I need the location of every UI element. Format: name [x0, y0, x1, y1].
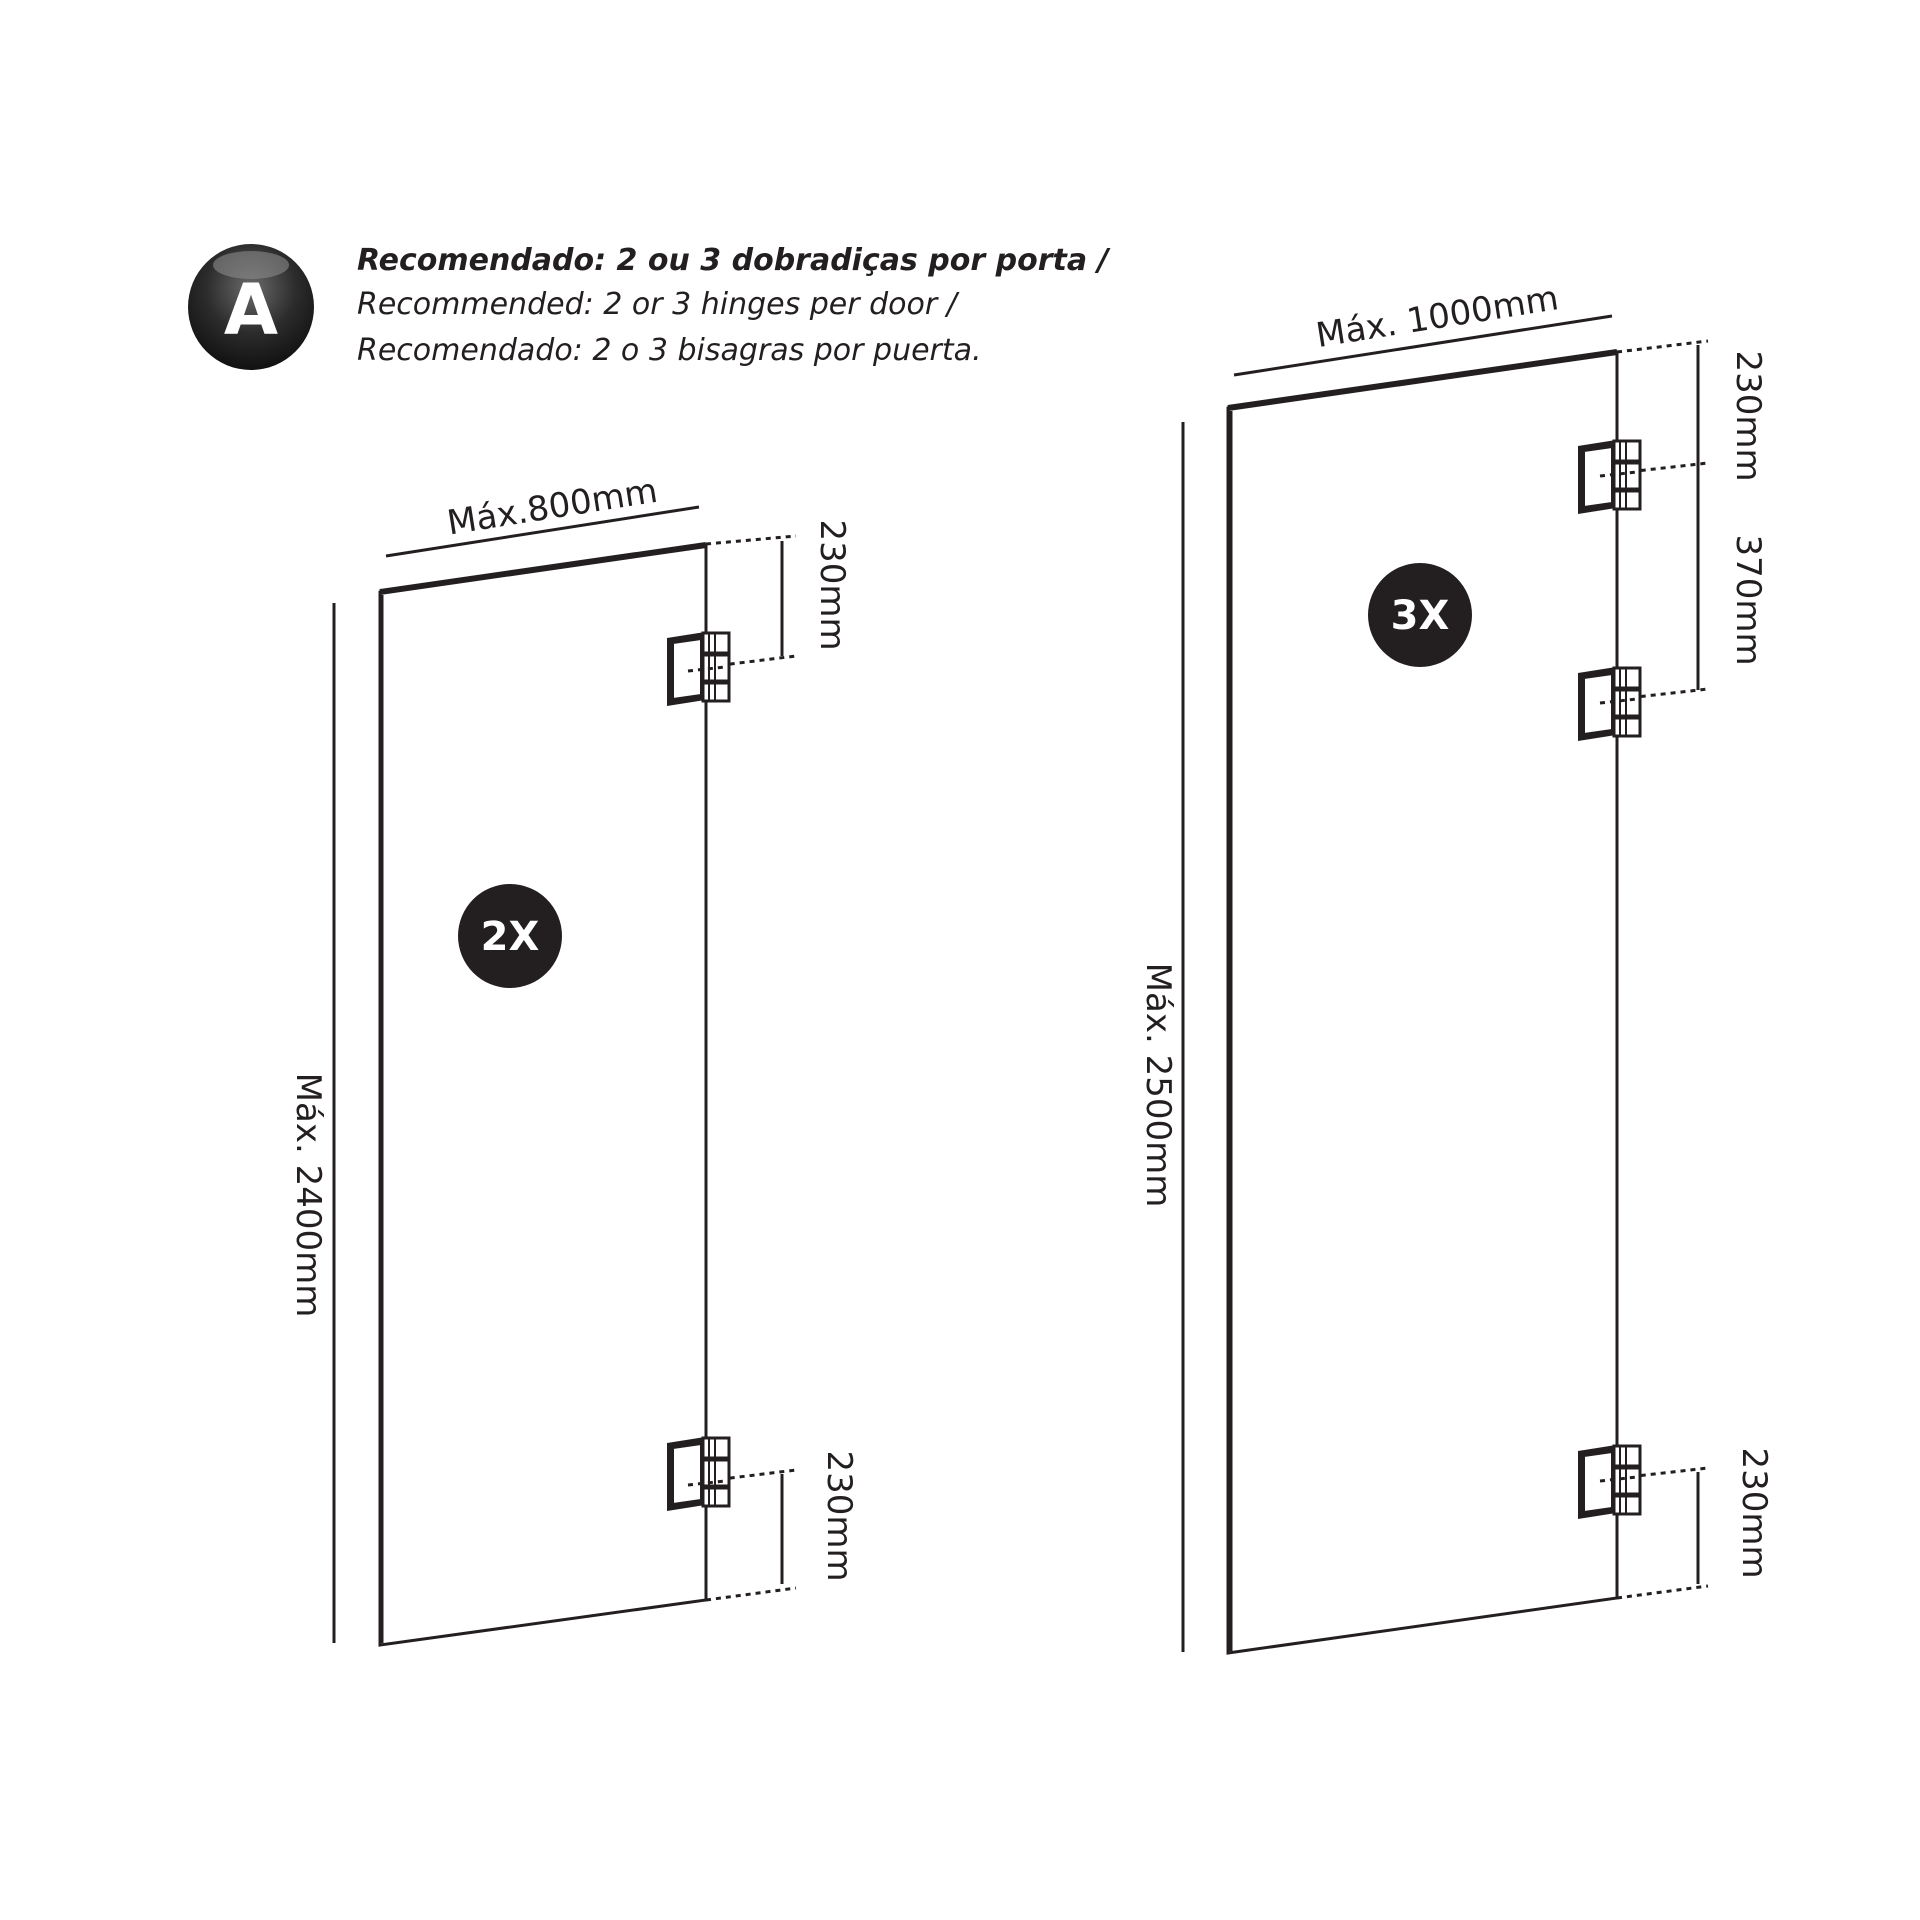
door-right-top-offset-label: 230mm — [1728, 350, 1768, 482]
door-left-height-label: Máx. 2400mm — [288, 1072, 328, 1318]
hinge-right-bottom — [1578, 1445, 1640, 1519]
door-left-bottom-offset-label: 230mm — [819, 1450, 859, 1582]
door-left-width-label: Máx.800mm — [444, 470, 661, 544]
recommendation-en: Recommended: 2 or 3 hinges per door / — [357, 287, 957, 322]
door-right-height-label: Máx. 2500mm — [1138, 962, 1178, 1208]
door-left-badge-text: 2X — [480, 914, 540, 960]
section-badge — [188, 244, 314, 370]
door-left-top-offset-label: 230mm — [812, 519, 852, 651]
door-left-panel — [380, 545, 706, 1645]
section-badge-letter: A — [223, 269, 279, 351]
door-right-middle-spacing-label: 370mm — [1728, 534, 1768, 666]
recommendation-es: Recomendado: 2 o 3 bisagras por puerta. — [357, 333, 982, 368]
door-right-bottom-offset-label: 230mm — [1734, 1447, 1774, 1579]
hinge-right-top — [1578, 440, 1640, 514]
hinge-right-middle — [1578, 667, 1640, 741]
hinge-left-bottom — [667, 1437, 729, 1511]
door-right-badge-text: 3X — [1390, 593, 1450, 639]
recommendation-pt: Recomendado: 2 ou 3 dobradiças por porta / — [357, 243, 1109, 278]
door-right-panel — [1228, 352, 1617, 1653]
door-right-width-label: Máx. 1000mm — [1313, 278, 1562, 357]
